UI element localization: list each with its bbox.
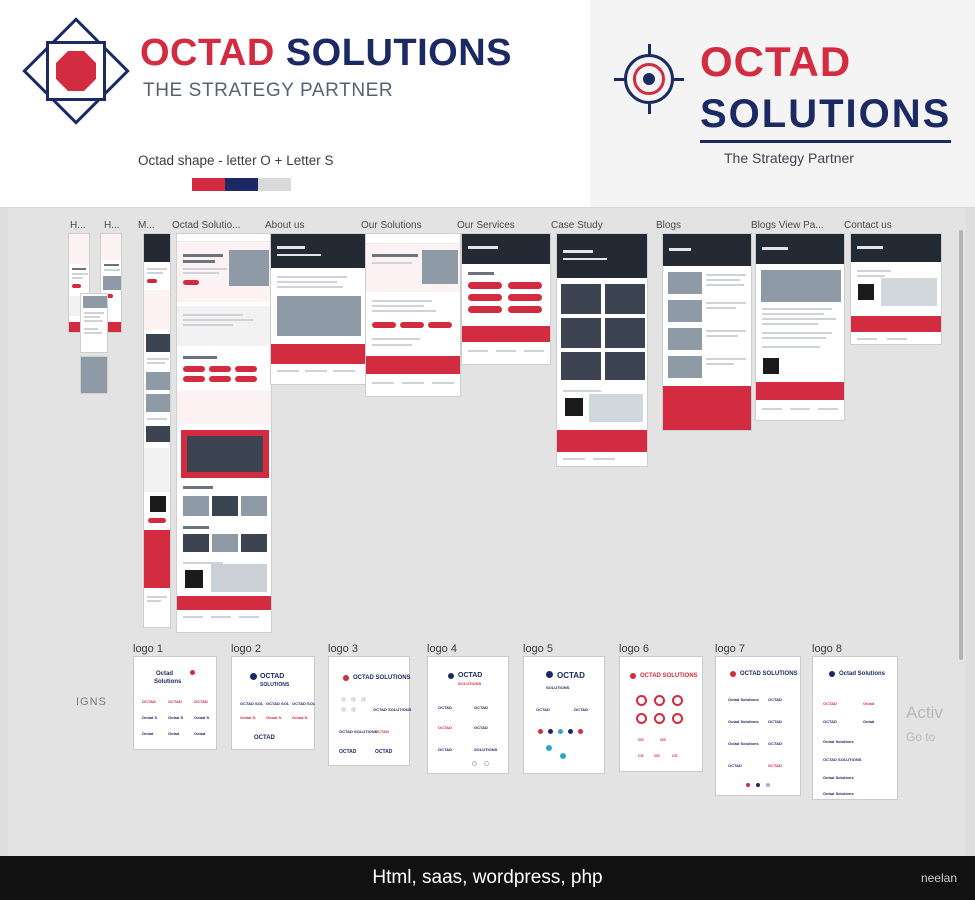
artboard-mobile[interactable] <box>143 233 171 628</box>
logo-card-3[interactable]: OCTAD SOLUTIONS OCTAD SOLUTIONS OCTAD SOLUTIONS OCTAD OCTAD OCTAD <box>328 656 410 766</box>
banner-right-brand-bottom: SOLUTIONS <box>700 92 951 143</box>
frame-title-m[interactable]: M... <box>138 220 155 231</box>
frame-title-blogs[interactable]: Blogs <box>656 220 682 231</box>
octad-diamond-mark-icon <box>33 28 119 114</box>
artboard-h1-detail[interactable] <box>80 293 108 353</box>
canvas-scrollbar[interactable] <box>959 230 963 660</box>
swatch-grey <box>258 178 291 191</box>
banner-right-brand-top: OCTAD <box>700 38 852 85</box>
logo-label-5[interactable]: logo 5 <box>523 643 553 655</box>
logo-label-4[interactable]: logo 4 <box>427 643 457 655</box>
artboard-our-services[interactable] <box>461 233 551 365</box>
brand-banner-left <box>0 0 590 207</box>
design-canvas[interactable] <box>0 208 975 856</box>
logo-label-8[interactable]: logo 8 <box>812 643 842 655</box>
frame-title-blogs-view-page[interactable]: Blogs View Pa... <box>751 220 824 231</box>
frame-title-h2[interactable]: H... <box>104 220 120 231</box>
logo-card-1[interactable]: Octad Solutions OCTAD OCTAD OCTAD Octad S Octad S Octad S Octad Octad Octad <box>133 656 217 750</box>
brand-name-secondary: SOLUTIONS <box>274 32 513 74</box>
swatch-red <box>192 178 225 191</box>
logo-card-7[interactable]: OCTAD SOLUTIONS Octad Solutions OCTAD Octad Solutions OCTAD Octad Solutions OCTAD OCTAD OCTAD <box>715 656 801 796</box>
logo-label-3[interactable]: logo 3 <box>328 643 358 655</box>
canvas-inner[interactable] <box>8 208 966 856</box>
brand-tagline: THE STRATEGY PARTNER <box>143 80 394 101</box>
artboard-about-us[interactable] <box>270 233 366 385</box>
footer-bar <box>0 856 975 900</box>
artboard-blogs-view-page[interactable] <box>755 233 845 421</box>
artboard-blogs[interactable] <box>662 233 752 431</box>
artboard-h1-photo[interactable] <box>80 356 108 394</box>
page-title <box>140 32 512 75</box>
artboard-our-solutions[interactable] <box>365 233 461 397</box>
logo-label-7[interactable]: logo 7 <box>715 643 745 655</box>
brand-banner <box>0 0 975 208</box>
banner-right-tagline: The Strategy Partner <box>724 150 854 166</box>
logo-card-8[interactable]: Octad Solutions OCTAD Octad OCTAD Octad Octad Solutions OCTAD SOLUTIONS Octad Solutions Octad Solutions <box>812 656 898 800</box>
frame-title-h1[interactable]: H... <box>70 220 86 231</box>
logo-label-6[interactable]: logo 6 <box>619 643 649 655</box>
artboard-octad-solutions-home[interactable] <box>176 233 272 633</box>
artboard-contact-us[interactable] <box>850 233 942 345</box>
color-swatches <box>192 178 291 191</box>
activate-watermark-line2: Go to <box>906 730 936 744</box>
swatch-navy <box>225 178 258 191</box>
footer-tech-stack: Html, saas, wordpress, php <box>372 867 603 888</box>
logo-card-2[interactable]: OCTAD SOLUTIONS OCTAD SOL OCTAD SOL OCTAD SOL Octad S. Octad S. Octad S. OCTAD <box>231 656 315 750</box>
logo-label-2[interactable]: logo 2 <box>231 643 261 655</box>
logo-label-1[interactable]: logo 1 <box>133 643 163 655</box>
frame-title-about-us[interactable]: About us <box>265 220 305 231</box>
artboard-case-study[interactable] <box>556 233 648 467</box>
octad-target-mark-icon <box>618 48 680 110</box>
activate-watermark-line1: Activ <box>906 703 943 722</box>
frame-title-contact-us[interactable]: Contact us <box>844 220 892 231</box>
brand-banner-right <box>590 0 975 207</box>
frame-title-our-solutions[interactable]: Our Solutions <box>361 220 422 231</box>
section-label-designs: IGNS <box>76 696 107 708</box>
footer-author: neelan <box>920 871 957 885</box>
shape-note-label: Octad shape - letter O + Letter S <box>138 153 334 168</box>
frame-title-case-study[interactable]: Case Study <box>551 220 603 231</box>
logo-card-5[interactable]: OCTAD SOLUTIONS OCTAD OCTAD <box>523 656 605 774</box>
logo-card-6[interactable]: OCTAD SOLUTIONS GS GS CS GS CS <box>619 656 703 772</box>
frame-title-octad-solutions[interactable]: Octad Solutio... <box>172 220 241 231</box>
brand-name-primary: OCTAD <box>140 32 275 74</box>
logo-card-4[interactable]: OCTAD SOLUTIONS OCTAD OCTAD OCTAD OCTAD OCTAD SOLUTIONS <box>427 656 509 774</box>
frame-title-our-services[interactable]: Our Services <box>457 220 515 231</box>
